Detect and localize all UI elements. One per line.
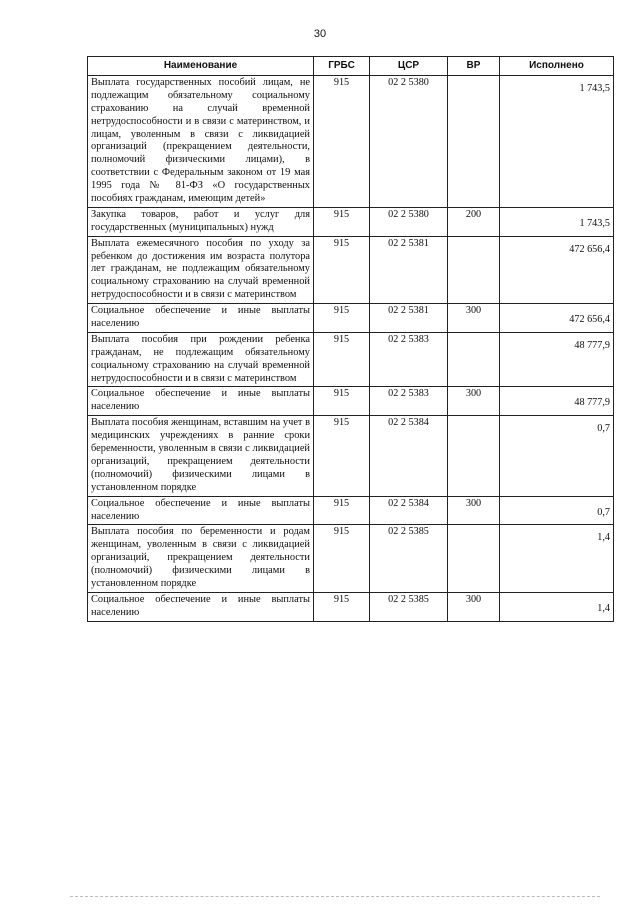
row-grbs: 915 — [314, 416, 370, 496]
row-done — [500, 496, 614, 525]
row-vr — [448, 332, 500, 387]
header-csr: ЦСР — [370, 57, 448, 76]
table-row — [88, 416, 614, 496]
row-grbs: 915 — [314, 496, 370, 525]
header-name: Наименование — [88, 57, 314, 76]
row-name: Выплата государственных пособий лицам, не подлежащим обязательному социальному страхованию на случай временной нетрудоспособности и в связи с материнством, и лицам, уволенным в связи с ликвидацией организаций (прекращением деятельности, полномочий физическими лицами), в соответствии с Федеральным законом от 19 мая 1995 года № 81-ФЗ «О государственных пособиях гражданам, имеющим детей» — [88, 76, 314, 208]
row-name: Социальное обеспечение и иные выплаты населению — [88, 592, 314, 621]
table-header-row — [88, 57, 614, 76]
table-row — [88, 332, 614, 387]
row-done — [500, 387, 614, 416]
row-name: Выплата пособия при рождении ребенка гражданам, не подлежащим обязательному социальному страхованию на случай временной нетрудоспособности и в связи с материнством — [88, 332, 314, 387]
row-vr: 300 — [448, 304, 500, 333]
row-name: Социальное обеспечение и иные выплаты населению — [88, 496, 314, 525]
row-grbs: 915 — [314, 76, 370, 208]
row-done-value: 1 743,5 — [579, 83, 610, 94]
table-row — [88, 76, 614, 208]
table-row — [88, 387, 614, 416]
row-grbs: 915 — [314, 387, 370, 416]
row-done-value: 472 656,4 — [569, 314, 610, 326]
row-csr: 02 2 5384 — [370, 416, 448, 496]
row-csr: 02 2 5381 — [370, 236, 448, 303]
row-vr: 200 — [448, 207, 500, 236]
row-csr: 02 2 5384 — [370, 496, 448, 525]
row-done-value: 472 656,4 — [569, 243, 610, 255]
row-vr — [448, 416, 500, 496]
row-grbs: 915 — [314, 236, 370, 303]
row-done — [500, 525, 614, 592]
row-done-value: 1,4 — [597, 532, 610, 544]
row-name: Социальное обеспечение и иные выплаты населению — [88, 387, 314, 416]
page-bottom-edge — [70, 896, 600, 897]
row-vr — [448, 236, 500, 303]
row-csr: 02 2 5380 — [370, 76, 448, 208]
row-done-value: 48 777,9 — [574, 339, 610, 351]
row-done-value: 1,4 — [597, 602, 610, 614]
row-csr: 02 2 5385 — [370, 592, 448, 621]
table-row — [88, 592, 614, 621]
row-grbs: 915 — [314, 332, 370, 387]
header-vr: ВР — [448, 57, 500, 76]
row-csr: 02 2 5383 — [370, 387, 448, 416]
row-done — [500, 304, 614, 333]
row-done — [500, 76, 614, 208]
header-grbs: ГРБС — [314, 57, 370, 76]
page-number: 30 — [313, 28, 327, 40]
row-csr: 02 2 5385 — [370, 525, 448, 592]
row-done-value: 48 777,9 — [574, 397, 610, 409]
row-done — [500, 332, 614, 387]
table-row — [88, 207, 614, 236]
row-vr: 300 — [448, 592, 500, 621]
table-row — [88, 496, 614, 525]
row-name: Закупка товаров, работ и услуг для государственных (муниципальных) нужд — [88, 207, 314, 236]
row-name: Выплата пособия по беременности и родам женщинам, уволенным в связи с ликвидацией организаций, прекращением деятельности (полномочий) физическими лицами в установленном порядке — [88, 525, 314, 592]
row-done — [500, 207, 614, 236]
row-done-value: 0,7 — [597, 506, 610, 518]
row-name: Выплата пособия женщинам, вставшим на учет в медицинских учреждениях в ранние сроки беременности, уволенным в связи с ликвидацией организаций, прекращением деятельности (полномочий) физическими лицами в установленном порядке — [88, 416, 314, 496]
row-grbs: 915 — [314, 525, 370, 592]
table-row — [88, 525, 614, 592]
row-csr: 02 2 5383 — [370, 332, 448, 387]
row-csr: 02 2 5380 — [370, 207, 448, 236]
row-vr — [448, 76, 500, 208]
table-row — [88, 236, 614, 303]
row-csr: 02 2 5381 — [370, 304, 448, 333]
header-done: Исполнено — [500, 57, 614, 76]
row-grbs: 915 — [314, 592, 370, 621]
budget-execution-table — [87, 56, 614, 622]
row-done-value: 0,7 — [597, 423, 610, 435]
row-vr: 300 — [448, 387, 500, 416]
row-name: Выплата ежемесячного пособия по уходу за ребенком до достижения им возраста полутора лет гражданам, не подлежащим обязательному социальному страхованию на случай временной нетрудоспособности и в связи с материнством — [88, 236, 314, 303]
row-grbs: 915 — [314, 207, 370, 236]
row-grbs: 915 — [314, 304, 370, 333]
row-done-value: 1 743,5 — [579, 217, 610, 229]
row-vr: 300 — [448, 496, 500, 525]
row-vr — [448, 525, 500, 592]
table-row — [88, 304, 614, 333]
row-name: Социальное обеспечение и иные выплаты населению — [88, 304, 314, 333]
row-done — [500, 416, 614, 496]
row-done — [500, 592, 614, 621]
row-done — [500, 236, 614, 303]
